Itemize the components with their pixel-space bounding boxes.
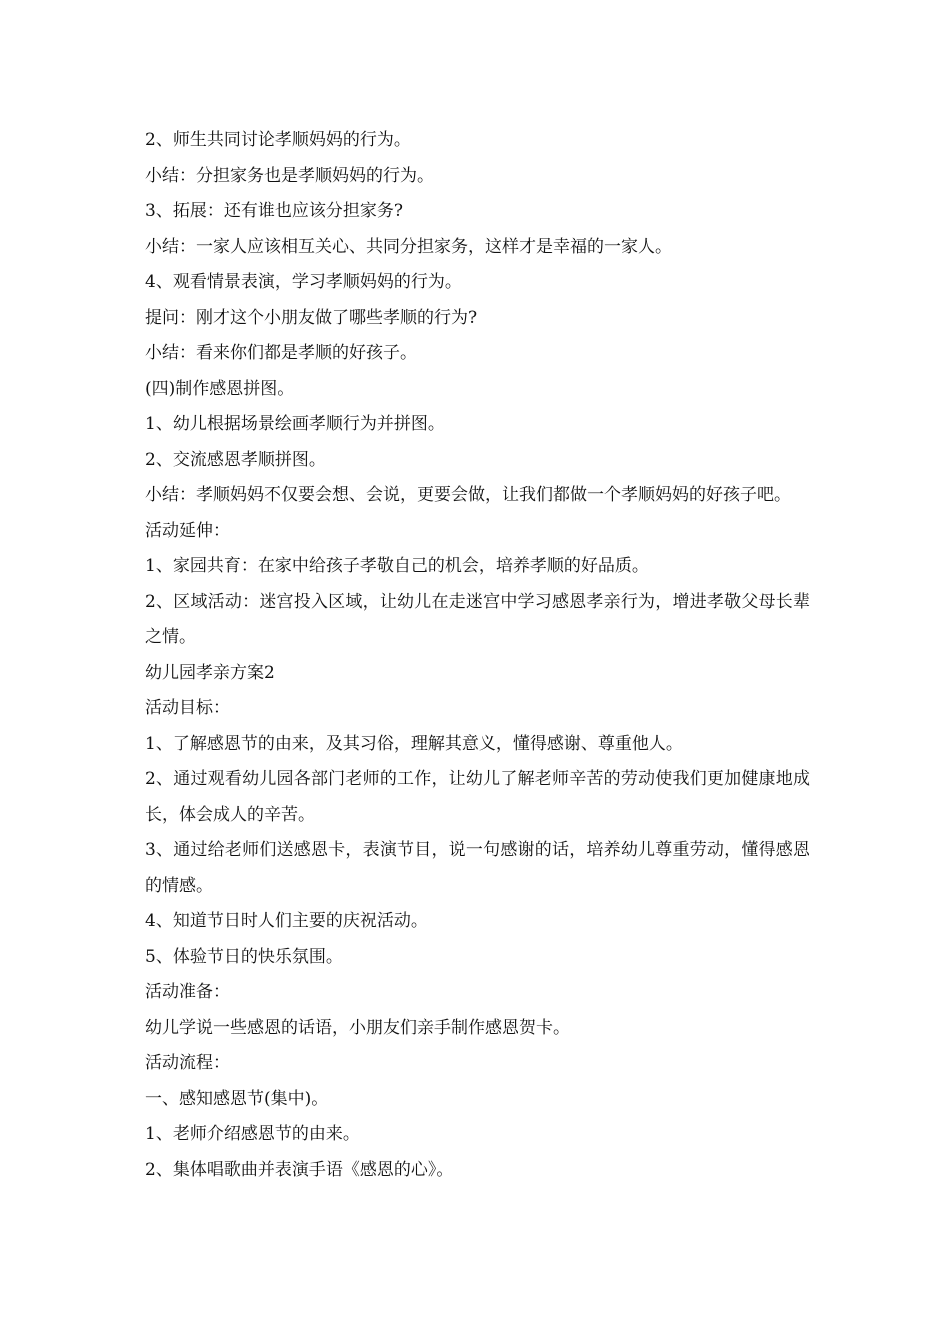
paragraph: 3、拓展：还有谁也应该分担家务?	[145, 201, 403, 221]
document-title: 幼儿园孝亲方案2	[145, 662, 275, 683]
section-heading: 活动目标：	[145, 698, 230, 718]
paragraph: 一、感知感恩节(集中)。	[145, 1088, 329, 1109]
paragraph: 1、家园共育：在家中给孩子孝敬自己的机会，培养孝顺的好品质。	[145, 556, 649, 576]
section-heading: 活动流程：	[145, 1053, 230, 1073]
paragraph: 提问：刚才这个小朋友做了哪些孝顺的行为?	[145, 307, 478, 328]
paragraph: 小结：孝顺妈妈不仅要会想、会说，更要会做，让我们都做一个孝顺妈妈的好孩子吧。	[145, 485, 791, 505]
paragraph: 1、了解感恩节的由来，及其习俗，理解其意义，懂得感谢、尊重他人。	[145, 733, 683, 754]
paragraph: 小结：一家人应该相互关心、共同分担家务，这样才是幸福的一家人。	[145, 236, 672, 257]
paragraph: 3、通过给老师们送感恩卡，表演节目，说一句感谢的话，培养幼儿尊重劳动，懂得感恩的情感。	[145, 840, 810, 896]
paragraph: 2、集体唱歌曲并表演手语《感恩的心》。	[145, 1159, 454, 1180]
paragraph: 小结：分担家务也是孝顺妈妈的行为。	[145, 165, 434, 186]
paragraph: 5、体验节日的快乐氛围。	[145, 946, 343, 967]
document-body	[145, 123, 810, 1188]
paragraph: 小结：看来你们都是孝顺的好孩子。	[145, 343, 417, 363]
section-heading: 活动准备：	[145, 982, 230, 1002]
paragraph: 2、师生共同讨论孝顺妈妈的行为。	[145, 130, 411, 150]
paragraph: 1、老师介绍感恩节的由来。	[145, 1124, 360, 1144]
paragraph: 2、通过观看幼儿园各部门老师的工作，让幼儿了解老师辛苦的劳动使我们更加健康地成长，体会成人的辛苦。	[145, 769, 810, 825]
paragraph: 幼儿学说一些感恩的话语，小朋友们亲手制作感恩贺卡。	[145, 1017, 570, 1038]
section-heading: 活动延伸：	[145, 520, 230, 541]
paragraph: 1、幼儿根据场景绘画孝顺行为并拼图。	[145, 414, 445, 434]
paragraph: 4、知道节日时人们主要的庆祝活动。	[145, 911, 428, 931]
paragraph: 4、观看情景表演，学习孝顺妈妈的行为。	[145, 272, 462, 292]
paragraph: 2、区域活动：迷宫投入区域，让幼儿在走迷宫中学习感恩孝亲行为，增进孝敬父母长辈之情。	[145, 591, 810, 647]
paragraph: 2、交流感恩孝顺拼图。	[145, 449, 326, 470]
section-heading: (四)制作感恩拼图。	[145, 378, 295, 399]
